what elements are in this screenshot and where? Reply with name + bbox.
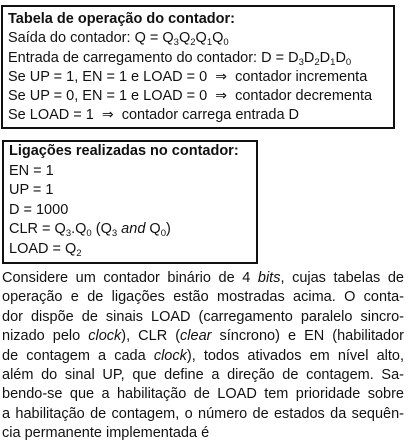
paragraph-line: bendo-se que a habilitação de LOAD tem prioridade sobre xyxy=(2,386,404,403)
paragraph-line: de contagem a cada clock), todos ativados em nível alto, xyxy=(2,347,404,364)
load-input-line: Entrada de carregamento do contador: $D = D_3D_2D_1D_0$ xyxy=(8,49,352,68)
decrement-rule-line: Se UP = 0, EN = 1 e LOAD = 0 ⇒ contador decrementa xyxy=(8,88,373,105)
up-connection: UP = 1 xyxy=(9,182,54,198)
clr-connection: CLR = $Q_3.Q_0$ ($Q_3$ and $Q_0$) xyxy=(9,221,171,239)
implies-arrow-icon: ⇒ xyxy=(101,107,114,124)
paragraph-line: dor dispõe de sinais LOAD (carregamento paralelo sincro- xyxy=(2,308,404,325)
connections-table-box xyxy=(2,140,258,264)
load-rule-line: Se LOAD = 1 ⇒ contador carrega entrada D xyxy=(8,107,300,124)
d-connection: D = 1000 xyxy=(9,201,69,218)
counter-output-line: Saída do contador: $Q = Q_3Q_2Q_1Q_0$ xyxy=(8,30,229,49)
increment-rule-line: Se UP = 1, EN = 1 e LOAD = 0 ⇒ contador incrementa xyxy=(8,68,368,85)
implies-arrow-icon: ⇒ xyxy=(215,68,228,85)
implies-arrow-icon: ⇒ xyxy=(215,88,228,105)
question-paragraph xyxy=(2,269,404,444)
paragraph-line: nizado pelo clock), CLR (clear síncrono) e EN (habilitador xyxy=(2,328,404,345)
paragraph-line: a habilitação de contagem, o número de estados da sequên- xyxy=(2,405,404,422)
paragraph-line: cia permanente implementada é xyxy=(2,425,210,442)
connections-table-title: Ligações realizadas no contador: xyxy=(9,143,239,159)
load-connection: LOAD = $Q_2$ xyxy=(9,240,82,259)
en-connection: EN = 1 xyxy=(9,162,54,179)
paragraph-line: além do sinal UP, que define a direção de contagem. Sa- xyxy=(2,367,404,384)
operation-table-title: Tabela de operação do contador: xyxy=(8,11,235,27)
operation-table-box xyxy=(1,5,395,129)
paragraph-line: Considere um contador binário de 4 bits, cujas tabelas de xyxy=(2,270,404,286)
paragraph-line: operação e de ligações estão mostradas acima. O conta- xyxy=(2,289,404,306)
